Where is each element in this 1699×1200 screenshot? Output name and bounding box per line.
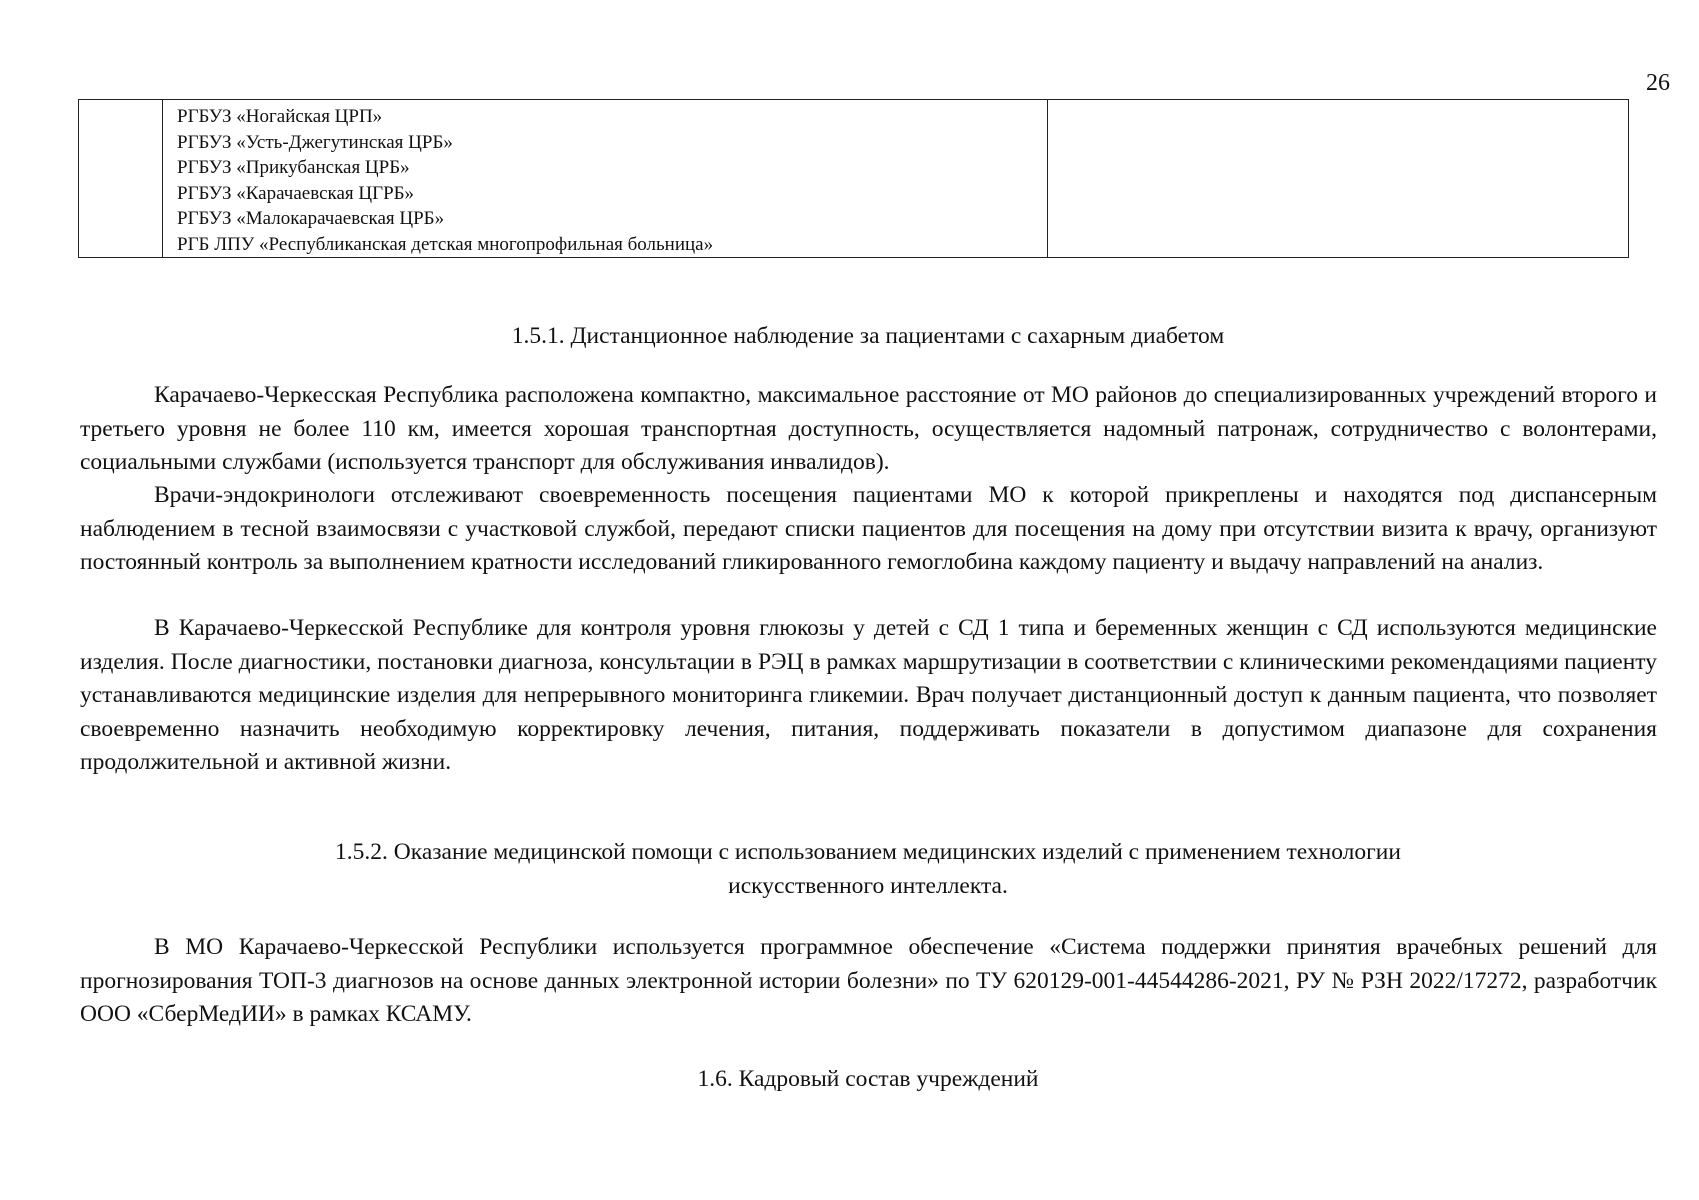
- organization-item: РГБУЗ «Карачаевская ЦГРБ»: [177, 182, 415, 204]
- table-cell-organizations: [163, 100, 1048, 258]
- section-heading-1-5-2: 1.5.2. Оказание медицинской помощи с использованием медицинских изделий с применением технологии: [335, 839, 1401, 865]
- section-heading-1-5-2-continued: искусственного интеллекта.: [728, 873, 1008, 899]
- paragraph: В Карачаево-Черкесской Республике для контроля уровня глюкозы у детей с СД 1 типа и беременных женщин с СД используются медицинские изделия. После диагностики, постановки диагноза, консультации в РЭЦ в рамках маршрутизации в соответствии с клиническими рекомендациями пациенту устанавливаются медицинские изделия для непрерывного мониторинга гликемии. Врач получает дистанционный доступ к данным пациента, что позволяет своевременно назначить необходимую корректировку лечения, питания, поддерживать показатели в допустимом диапазоне для сохранения продолжительной и активной жизни.: [80, 615, 1657, 775]
- table-row: [79, 100, 1629, 258]
- table-cell-empty: [1048, 100, 1629, 258]
- paragraph: Карачаево-Черкесская Республика расположена компактно, максимальное расстояние от МО районов до специализированных учреждений второго и третьего уровня не более 110 км, имеется хорошая транспортная доступность, осуществляется надомный патронаж, сотрудничество с волонтерами, социальными службами (используется транспорт для обслуживания инвалидов).: [80, 382, 1657, 475]
- table-cell-number: [79, 100, 163, 258]
- organization-item: РГБУЗ «Малокарачаевская ЦРБ»: [177, 208, 445, 229]
- organization-item: РГБУЗ «Усть-Джегутинская ЦРБ»: [177, 131, 453, 153]
- section-heading-1-6: 1.6. Кадровый состав учреждений: [697, 1066, 1039, 1092]
- organizations-table: [78, 99, 1629, 258]
- paragraph: Врачи-эндокринологи отслеживают своевременность посещения пациентами МО к которой прикреплены и находятся под диспансерным наблюдением в тесной взаимосвязи с участковой службой, передают списки пациентов для посещения на дому при отсутствии визита к врачу, организуют постоянный контроль за выполнением кратности исследований гликированного гемоглобина каждому пациенту и выдачу направлений на анализ.: [80, 482, 1657, 575]
- section-heading-1-5-1: 1.5.1. Дистанционное наблюдение за пациентами с сахарным диабетом: [511, 323, 1225, 349]
- organization-item: РГБУЗ «Прикубанская ЦРБ»: [177, 157, 410, 178]
- page-number: 26: [1646, 70, 1670, 96]
- organization-item: РГБУЗ «Ногайская ЦРП»: [177, 106, 383, 127]
- paragraph: В МО Карачаево-Черкесской Республики используется программное обеспечение «Система поддержки принятия врачебных решений для прогнозирования ТОП-3 диагнозов на основе данных электронной истории болезни» по ТУ 620129-001-44544286-2021, РУ № РЗН 2022/17272, разработчик ООО «СберМедИИ» в рамках КСАМУ.: [80, 934, 1657, 1027]
- organization-item: РГБ ЛПУ «Республиканская детская многопрофильная больница»: [177, 233, 714, 255]
